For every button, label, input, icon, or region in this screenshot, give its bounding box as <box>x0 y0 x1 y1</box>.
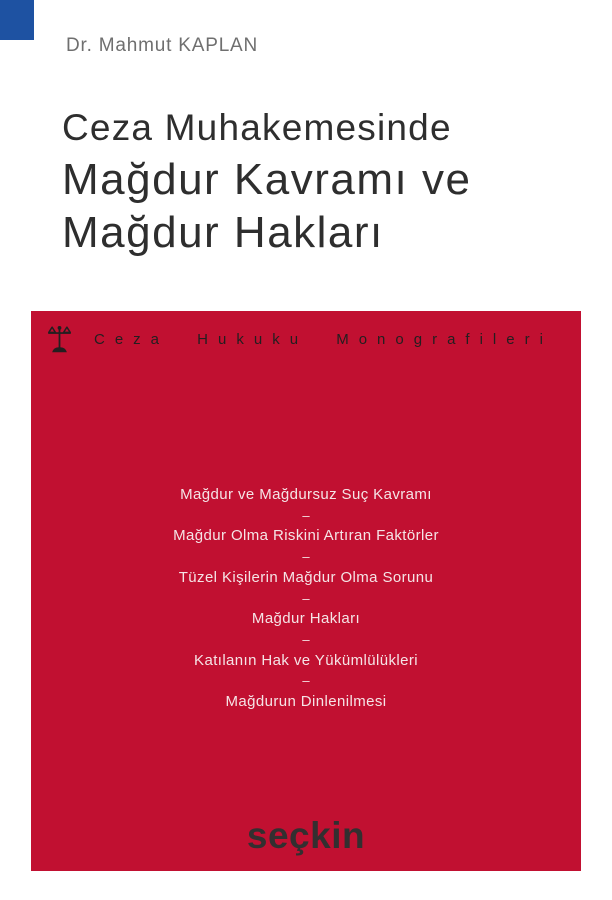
topic-separator: – <box>302 673 310 689</box>
topic-item-4: Mağdur Hakları <box>251 610 361 628</box>
title-line-3: Mağdur Hakları <box>62 208 384 257</box>
series-panel <box>31 311 581 871</box>
topics-list <box>31 485 581 713</box>
topic-separator: – <box>302 590 310 606</box>
title-line-1: Ceza Muhakemesinde <box>62 107 452 148</box>
topic-item-3: Tüzel Kişilerin Mağdur Olma Sorunu <box>178 568 434 586</box>
author-name: Dr. Mahmut KAPLAN <box>66 35 259 56</box>
publisher-logo: seçkin <box>246 815 366 856</box>
topic-item-5: Katılanın Hak ve Yükümlülükleri <box>194 651 418 669</box>
topic-separator: – <box>302 631 310 647</box>
topic-item-2: Mağdur Olma Riskini Artıran Faktörler <box>173 527 439 545</box>
topic-item-6: Mağdurun Dinlenilmesi <box>225 693 387 711</box>
scales-of-justice-icon <box>47 326 72 353</box>
book-title <box>62 103 471 259</box>
series-title: Ceza Hukuku Monografileri <box>94 331 553 348</box>
topic-item-1: Mağdur ve Mağdursuz Suç Kavramı <box>180 486 432 503</box>
series-header <box>47 326 553 353</box>
corner-accent-square <box>0 0 34 40</box>
topic-separator: – <box>302 507 310 523</box>
title-line-2: Mağdur Kavramı ve <box>62 155 472 204</box>
topic-separator: – <box>302 549 310 565</box>
